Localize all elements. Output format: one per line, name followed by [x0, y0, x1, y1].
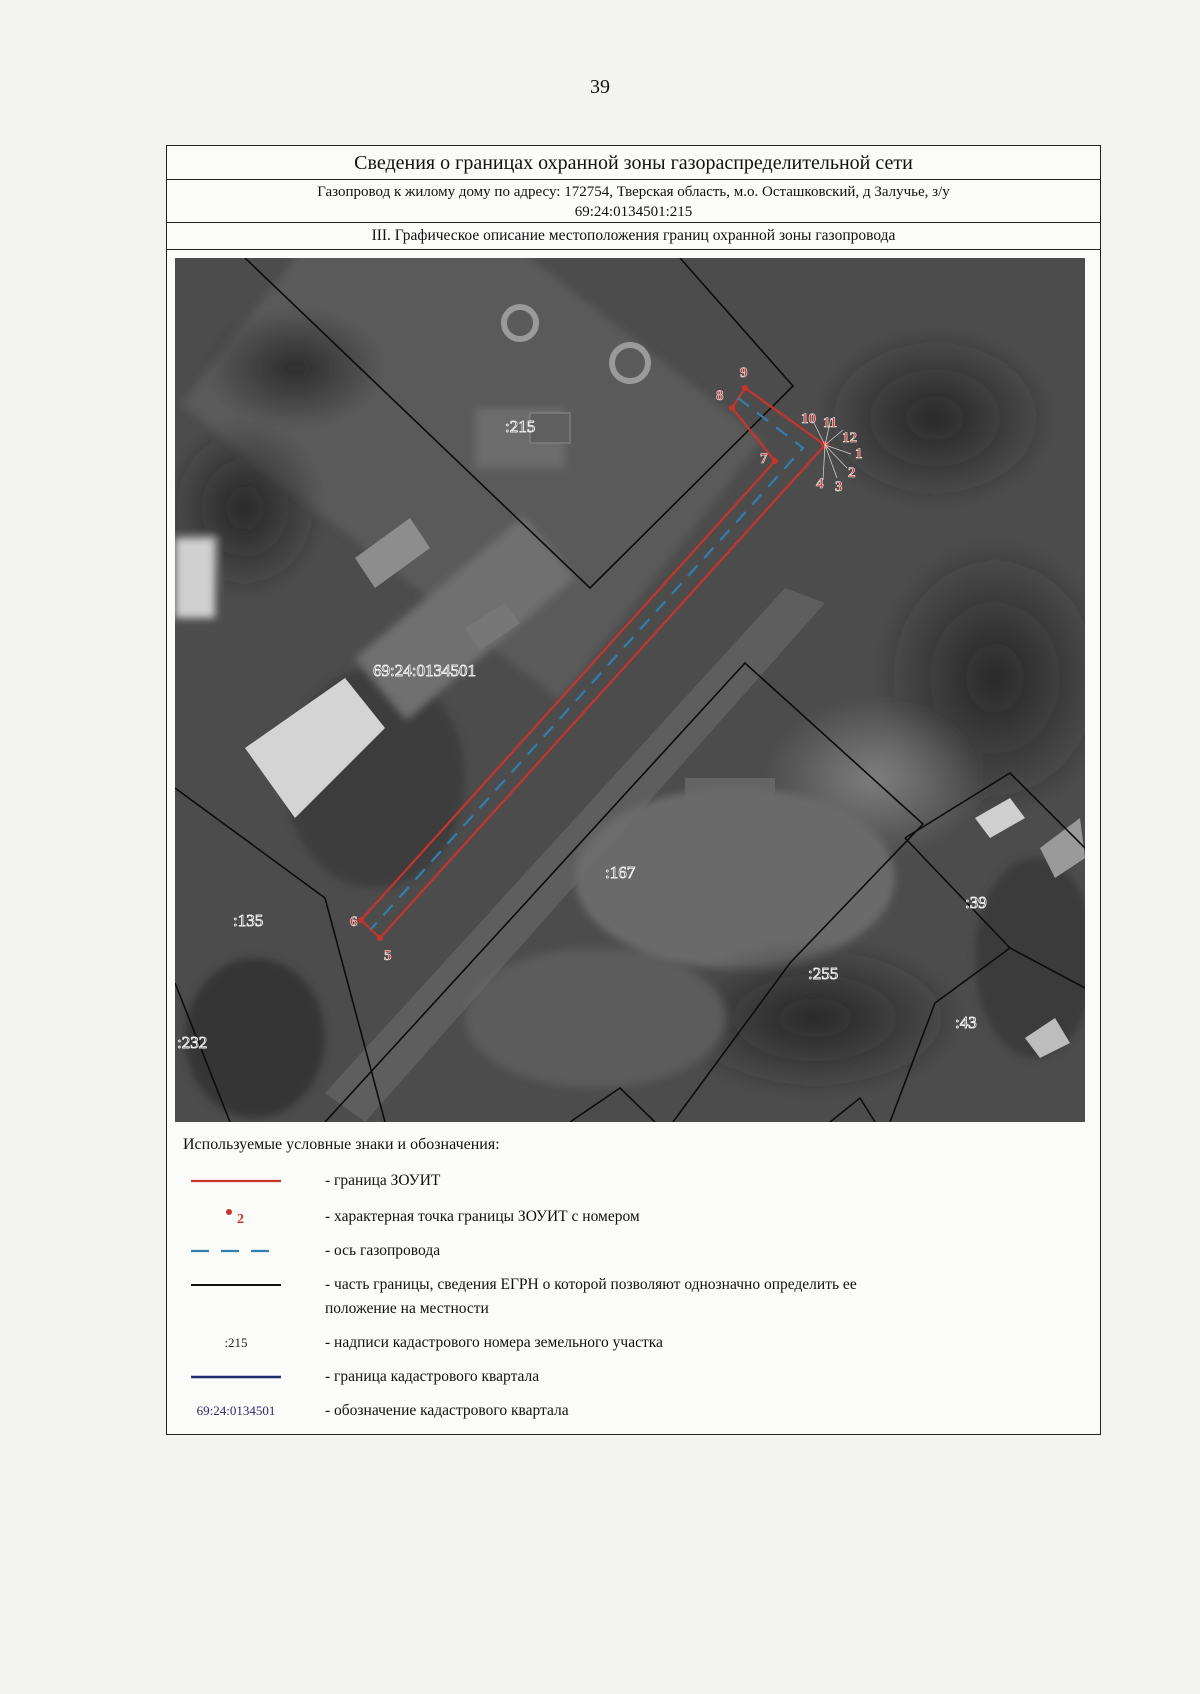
satellite-map	[175, 258, 1085, 1122]
address-block	[167, 180, 1100, 223]
legend-sample-parcel: :215	[224, 1335, 248, 1350]
point-label-9: 9	[740, 365, 748, 381]
parcel-label-167: :167	[605, 863, 636, 882]
legend-text: - ось газопровода	[325, 1242, 441, 1259]
boundary-point-marker	[772, 458, 778, 464]
parcel-label-232: :232	[177, 1033, 208, 1052]
legend-text: - обозначение кадастрового квартала	[325, 1402, 569, 1419]
legend-text: - характерная точка границы ЗОУИТ с номером	[325, 1208, 640, 1225]
parcel-label-135: :135	[233, 911, 264, 930]
quarter-label: 69:24:0134501	[373, 661, 476, 680]
point-label-10: 10	[801, 411, 816, 427]
point-label-8: 8	[716, 388, 724, 404]
legend-red-point	[181, 1206, 291, 1228]
legend-title: Используемые условные знаки и обозначения:	[183, 1136, 500, 1153]
building-grid	[530, 413, 570, 443]
point-label-7: 7	[760, 451, 768, 467]
legend-red-line	[181, 1170, 291, 1192]
parcel-label-39: :39	[965, 893, 987, 912]
parcel-label-43: :43	[955, 1013, 977, 1032]
address-line-2: 69:24:0134501:215	[574, 204, 693, 220]
legend-text: - граница кадастрового квартала	[325, 1368, 540, 1385]
parcel-label-255: :255	[808, 964, 839, 983]
parcel-label-215: :215	[505, 417, 536, 436]
building-plot-167	[685, 778, 775, 838]
document-title: Сведения о границах охранной зоны газораспределительной сети	[167, 146, 1100, 180]
legend-text: - граница ЗОУИТ	[325, 1172, 441, 1189]
legend-black-line	[181, 1274, 291, 1296]
boundary-point-marker	[742, 385, 748, 391]
legend-sample-quarter: 69:24:0134501	[196, 1403, 276, 1418]
point-label-6: 6	[350, 914, 358, 930]
map-svg	[175, 258, 1085, 1122]
legend-blue-dash	[181, 1240, 291, 1262]
section-heading: III. Графическое описание местоположения границ охранной зоны газопровода	[167, 223, 1100, 250]
legend-text-line: - часть границы, сведения ЕГРН о которой позволяют однозначно определить ее	[325, 1276, 857, 1293]
point-label-11: 11	[823, 415, 838, 431]
boundary-point-marker	[358, 917, 364, 923]
boundary-point-marker	[377, 935, 383, 941]
legend-text-line: положение на местности	[325, 1300, 489, 1317]
boundary-point-marker	[729, 405, 735, 411]
legend-text-multiline	[325, 1273, 1045, 1321]
point-label-1: 1	[855, 446, 863, 462]
legend-navy-line	[181, 1366, 291, 1388]
point-label-5: 5	[384, 948, 392, 964]
document-frame	[166, 145, 1101, 1435]
point-label-12: 12	[842, 430, 857, 446]
page-number: 39	[590, 76, 610, 98]
legend-text: - надписи кадастрового номера земельного участка	[325, 1334, 663, 1351]
address-line-1: Газопровод к жилому дому по адресу: 172754, Тверская область, м.о. Осташковский, д Залучье, з/у	[317, 184, 950, 200]
point-label-4: 4	[816, 476, 824, 492]
point-label-2: 2	[848, 465, 856, 481]
point-label-3: 3	[835, 479, 843, 495]
legend-point-sample: 2	[237, 1212, 244, 1227]
